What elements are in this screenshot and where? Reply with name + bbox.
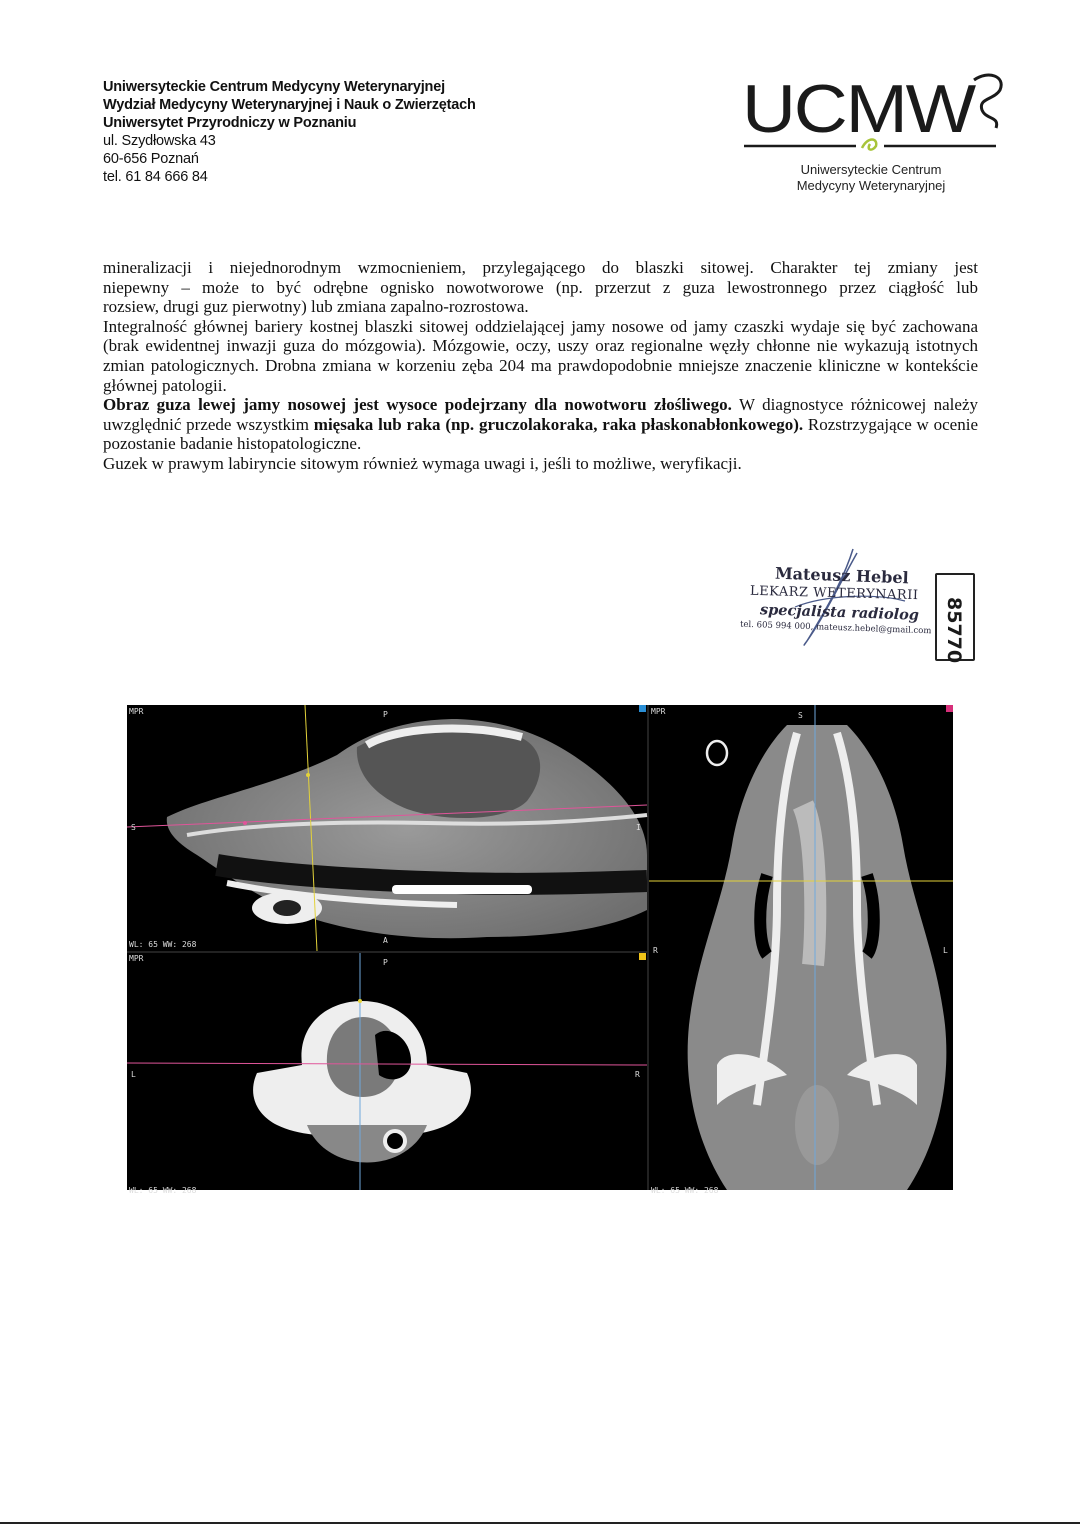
header-address-street: ul. Szydłowska 43: [103, 133, 216, 149]
stamp-number: 85770: [943, 597, 965, 664]
paragraph-1-line-2: niepewny – może to być odrębne ognisko nowotworowe (np. przerzut z guza lewostronnego przez ciągłość lub: [103, 277, 978, 297]
transverse-mode-label: MPR: [129, 954, 144, 963]
paragraph-2: Integralność głównej bariery kostnej blaszki sitowej oddzielającej jamy nosowe od jamy czaszki wydaje się być zachowana (brak ewidentnej inwazji guza do mózgowia). Mózgowie, oczy, uszy oraz regionalne węzły chłonne nie wykazują istotnych zmian patologicznych. Drobna zmiana w korzeniu zęba 204 ma prawdopodobnie mniejsze znaczenie kliniczne w kontekście głównej patologii.: [103, 316, 978, 395]
stamp-specialty: specjalista radiolog: [759, 601, 920, 624]
dorsal-panel: [649, 705, 953, 1195]
dorsal-right-label: L: [943, 946, 948, 955]
sagittal-bottom-label: A: [383, 936, 388, 945]
header-line-1: Uniwersyteckie Centrum Medycyny Weterynaryjnej: [103, 79, 445, 95]
sagittal-right-label: I: [636, 823, 641, 832]
sagittal-top-label: P: [383, 710, 388, 719]
transverse-marker: [639, 953, 646, 960]
conclusion-bold-2: mięsaka lub raka (np. gruczolakoraka, raka płaskonabłonkowego).: [313, 414, 804, 434]
transverse-left-label: L: [131, 1070, 136, 1079]
dorsal-top-label: S: [798, 711, 803, 720]
dorsal-mode-label: MPR: [651, 707, 666, 716]
header-phone: tel. 61 84 666 84: [103, 169, 208, 185]
stamp-title: LEKARZ WETERYNARII: [749, 583, 919, 604]
caduceus-icon: [974, 75, 1001, 128]
report-body: [103, 258, 978, 474]
paragraph-1-line-1: mineralizacji i niejednorodnym wzmocnieniem, przylegającego do blaszki sitowej. Charakter tej zmiany jest: [103, 258, 978, 277]
ct-panels-svg: [127, 705, 953, 1195]
logo-caption: [760, 162, 982, 194]
sagittal-window-label: WL: 65 WW: 268: [129, 940, 197, 949]
sagittal-marker: [639, 705, 646, 712]
dorsal-window-label: WL: 65 WW: 268: [651, 1186, 719, 1195]
conclusion-regular-1: W diagnostyce różnicowej należy uwzględnić przede wszystkim: [103, 395, 978, 434]
page-bottom-rule: [0, 1522, 1080, 1524]
sagittal-mode-label: MPR: [129, 707, 144, 716]
stamp-contact: tel. 605 994 000, mateusz.hebel@gmail.com: [739, 619, 932, 637]
ct-mpr-image: [127, 705, 953, 1195]
sagittal-left-label: S: [131, 823, 136, 832]
logo-caption-line1: Uniwersyteckie Centrum: [800, 162, 942, 177]
header-address-city: 60-656 Poznań: [103, 151, 199, 167]
paragraph-3: [103, 395, 978, 454]
header-line-2: Wydział Medycyny Weterynaryjnej i Nauk o Zwierzętach: [103, 97, 476, 113]
paragraph-4: Guzek w prawym labiryncie sitowym również wymaga uwagi i, jeśli to możliwe, weryfikacji.: [103, 453, 742, 473]
header-line-3: Uniwersytet Przyrodniczy w Poznaniu: [103, 115, 357, 131]
dorsal-marker: [946, 705, 953, 712]
sagittal-panel: [127, 705, 647, 951]
transverse-window-label: WL: 65 WW: 268: [129, 1186, 197, 1195]
dorsal-left-label: R: [653, 946, 658, 955]
logo-caption-line2: Medycyny Weterynaryjnej: [796, 178, 946, 193]
conclusion-regular-2: Rozstrzygające w ocenie pozostanie badanie histopatologiczne.: [103, 414, 978, 454]
transverse-right-label: R: [635, 1070, 640, 1079]
stamp-name: Mateusz Hebel: [774, 563, 909, 588]
transverse-panel: [127, 953, 647, 1195]
paragraph-1-line-3: rozsiew, drugi guz pierwotny) lub zmiana zapalno-rozrostowa.: [103, 297, 529, 317]
conclusion-bold-1: Obraz guza lewej jamy nosowej jest wysoce podejrzany dla nowotworu złośliwego.: [103, 395, 732, 415]
transverse-top-label: P: [383, 958, 388, 967]
institution-header: [103, 78, 476, 186]
logo-wordmark: UCMW: [742, 71, 976, 147]
